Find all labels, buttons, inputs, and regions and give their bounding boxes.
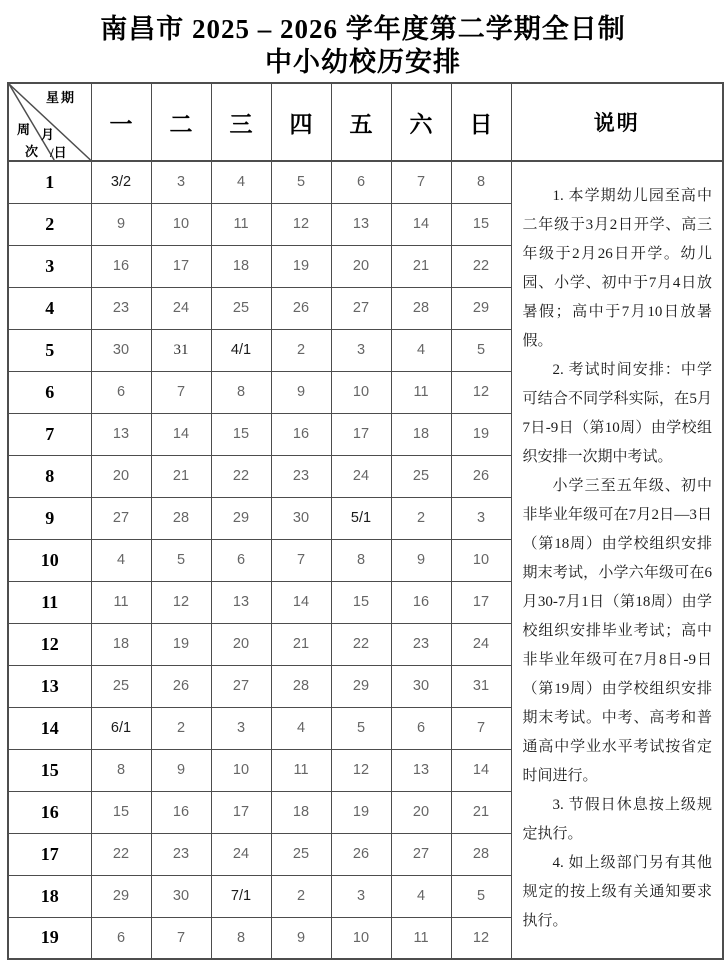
week-number: 4 — [8, 287, 91, 329]
date-cell: 10 — [151, 203, 211, 245]
date-cell: 7 — [391, 161, 451, 203]
date-cell: 3 — [211, 707, 271, 749]
school-calendar-table — [7, 82, 724, 960]
date-cell: 21 — [151, 455, 211, 497]
date-cell: 7 — [451, 707, 511, 749]
date-cell: 19 — [271, 245, 331, 287]
date-cell: 26 — [451, 455, 511, 497]
date-cell: 6 — [391, 707, 451, 749]
date-cell: 4 — [391, 329, 451, 371]
week-number: 12 — [8, 623, 91, 665]
date-cell: 27 — [211, 665, 271, 707]
notes-cell — [511, 161, 723, 959]
date-cell: 22 — [331, 623, 391, 665]
date-cell: 6 — [331, 161, 391, 203]
date-cell: 17 — [211, 791, 271, 833]
date-cell: 29 — [331, 665, 391, 707]
date-cell: 15 — [331, 581, 391, 623]
date-cell: 23 — [391, 623, 451, 665]
week-number: 10 — [8, 539, 91, 581]
date-cell: 2 — [391, 497, 451, 539]
date-cell: 25 — [91, 665, 151, 707]
date-cell: 9 — [271, 917, 331, 959]
date-cell: 11 — [391, 917, 451, 959]
corner-label-day: /日 — [50, 145, 67, 160]
date-cell: 11 — [91, 581, 151, 623]
weekday-header-mon: 一 — [91, 83, 151, 161]
date-cell: 25 — [391, 455, 451, 497]
date-cell: 25 — [211, 287, 271, 329]
date-cell: 13 — [211, 581, 271, 623]
date-cell: 6 — [91, 917, 151, 959]
date-cell: 4/1 — [211, 329, 271, 371]
date-cell: 9 — [271, 371, 331, 413]
date-cell: 23 — [151, 833, 211, 875]
date-cell: 24 — [211, 833, 271, 875]
note-paragraph: 3. 节假日休息按上级规定执行。 — [522, 797, 712, 842]
date-cell: 17 — [451, 581, 511, 623]
date-cell: 18 — [211, 245, 271, 287]
date-cell: 12 — [451, 917, 511, 959]
date-cell: 5 — [451, 875, 511, 917]
date-cell: 28 — [151, 497, 211, 539]
date-cell: 10 — [331, 917, 391, 959]
date-cell: 8 — [331, 539, 391, 581]
date-cell: 3 — [451, 497, 511, 539]
date-cell: 8 — [211, 917, 271, 959]
date-cell: 5 — [271, 161, 331, 203]
date-cell: 26 — [331, 833, 391, 875]
date-cell: 29 — [91, 875, 151, 917]
week-number: 9 — [8, 497, 91, 539]
date-cell: 20 — [391, 791, 451, 833]
date-cell: 7/1 — [211, 875, 271, 917]
date-cell: 9 — [151, 749, 211, 791]
corner-label-month: 月 — [41, 127, 55, 142]
date-cell: 16 — [151, 791, 211, 833]
week-number: 15 — [8, 749, 91, 791]
weekday-header-fri: 五 — [331, 83, 391, 161]
week-number: 3 — [8, 245, 91, 287]
corner-label-week-char2: 次 — [25, 144, 39, 159]
date-cell: 19 — [451, 413, 511, 455]
date-cell: 21 — [271, 623, 331, 665]
page-title-line1: 南昌市 2025 – 2026 学年度第二学期全日制 — [100, 14, 626, 44]
date-cell: 14 — [151, 413, 211, 455]
date-cell: 12 — [151, 581, 211, 623]
corner-label-week-char1: 周 — [17, 122, 31, 137]
date-cell: 28 — [271, 665, 331, 707]
date-cell: 20 — [331, 245, 391, 287]
date-cell: 27 — [331, 287, 391, 329]
date-cell: 8 — [211, 371, 271, 413]
note-paragraph: 1. 本学期幼儿园至高中二年级于3月2日开学、高三年级于2月26日开学。幼儿园、小学、初中于7月4日放暑假；高中于7月10日放暑假。 — [522, 188, 712, 349]
date-cell: 23 — [91, 287, 151, 329]
date-cell: 27 — [391, 833, 451, 875]
date-cell: 6 — [211, 539, 271, 581]
week-number: 16 — [8, 791, 91, 833]
date-cell: 24 — [151, 287, 211, 329]
date-cell: 3 — [331, 329, 391, 371]
date-cell: 7 — [271, 539, 331, 581]
date-cell: 20 — [211, 623, 271, 665]
date-cell: 20 — [91, 455, 151, 497]
weekday-header-tue: 二 — [151, 83, 211, 161]
date-cell: 18 — [271, 791, 331, 833]
date-cell: 15 — [451, 203, 511, 245]
date-cell: 29 — [451, 287, 511, 329]
date-cell: 28 — [451, 833, 511, 875]
date-cell: 26 — [271, 287, 331, 329]
date-cell: 10 — [331, 371, 391, 413]
note-paragraph: 小学三至五年级、初中非毕业年级可在7月2日—3日（第18周）由学校组织安排期末考试，小学六年级可在6月30-7月1日（第18周）由学校组织安排毕业考试；高中非毕业年级可在7月8日-9日（第19周）由学校组织安排期末考试。中考、高考和普通高中学业水平考试按省定时间进行。 — [522, 478, 712, 784]
date-cell: 30 — [91, 329, 151, 371]
date-cell: 21 — [451, 791, 511, 833]
date-cell: 11 — [271, 749, 331, 791]
date-cell: 3/2 — [91, 161, 151, 203]
page-title-line2: 中小幼校历安排 — [265, 47, 461, 77]
date-cell: 25 — [271, 833, 331, 875]
date-cell: 18 — [91, 623, 151, 665]
note-paragraph: 4. 如上级部门另有其他规定的按上级有关通知要求执行。 — [522, 855, 712, 929]
date-cell: 15 — [211, 413, 271, 455]
date-cell: 28 — [391, 287, 451, 329]
corner-label-weekday: 星期 — [46, 90, 77, 105]
date-cell: 9 — [91, 203, 151, 245]
week-number: 13 — [8, 665, 91, 707]
date-cell: 14 — [391, 203, 451, 245]
header-row — [8, 83, 723, 161]
weekday-header-sat: 六 — [391, 83, 451, 161]
week-number: 8 — [8, 455, 91, 497]
date-cell: 3 — [331, 875, 391, 917]
date-cell: 4 — [91, 539, 151, 581]
date-cell: 8 — [91, 749, 151, 791]
date-cell: 4 — [211, 161, 271, 203]
date-cell: 30 — [271, 497, 331, 539]
date-cell: 14 — [271, 581, 331, 623]
date-cell: 7 — [151, 371, 211, 413]
note-paragraph: 2. 考试时间安排：中学可结合不同学科实际，在5月7日-9日（第10周）由学校组织安排一次期中考试。 — [522, 362, 712, 465]
date-cell: 11 — [211, 203, 271, 245]
date-cell: 30 — [391, 665, 451, 707]
calendar-body — [8, 161, 723, 959]
date-cell: 6/1 — [91, 707, 151, 749]
date-cell: 4 — [271, 707, 331, 749]
page-title — [0, 13, 726, 79]
table-row — [8, 161, 723, 203]
date-cell: 22 — [211, 455, 271, 497]
date-cell: 13 — [331, 203, 391, 245]
date-cell: 16 — [271, 413, 331, 455]
week-number: 17 — [8, 833, 91, 875]
week-number: 1 — [8, 161, 91, 203]
week-number: 5 — [8, 329, 91, 371]
notes-column-header: 说明 — [511, 83, 723, 161]
date-cell: 18 — [391, 413, 451, 455]
date-cell: 17 — [331, 413, 391, 455]
date-cell: 22 — [451, 245, 511, 287]
date-cell: 15 — [91, 791, 151, 833]
date-cell: 17 — [151, 245, 211, 287]
date-cell: 16 — [391, 581, 451, 623]
weekday-header-wed: 三 — [211, 83, 271, 161]
weekday-header-sun: 日 — [451, 83, 511, 161]
date-cell: 22 — [91, 833, 151, 875]
date-cell: 2 — [271, 875, 331, 917]
date-cell: 6 — [91, 371, 151, 413]
date-cell: 11 — [391, 371, 451, 413]
date-cell: 4 — [391, 875, 451, 917]
date-cell: 19 — [151, 623, 211, 665]
date-cell: 9 — [391, 539, 451, 581]
date-cell: 13 — [91, 413, 151, 455]
date-cell: 14 — [451, 749, 511, 791]
week-number: 6 — [8, 371, 91, 413]
date-cell: 3 — [151, 161, 211, 203]
date-cell: 31 — [151, 329, 211, 371]
date-cell: 12 — [451, 371, 511, 413]
date-cell: 27 — [91, 497, 151, 539]
week-number: 2 — [8, 203, 91, 245]
date-cell: 8 — [451, 161, 511, 203]
date-cell: 29 — [211, 497, 271, 539]
date-cell: 10 — [211, 749, 271, 791]
date-cell: 12 — [271, 203, 331, 245]
date-cell: 21 — [391, 245, 451, 287]
week-number: 14 — [8, 707, 91, 749]
date-cell: 19 — [331, 791, 391, 833]
date-cell: 5/1 — [331, 497, 391, 539]
date-cell: 13 — [391, 749, 451, 791]
date-cell: 5 — [151, 539, 211, 581]
date-cell: 7 — [151, 917, 211, 959]
week-number: 7 — [8, 413, 91, 455]
date-cell: 24 — [331, 455, 391, 497]
date-cell: 12 — [331, 749, 391, 791]
corner-header-cell — [8, 83, 91, 161]
date-cell: 16 — [91, 245, 151, 287]
date-cell: 23 — [271, 455, 331, 497]
date-cell: 24 — [451, 623, 511, 665]
date-cell: 26 — [151, 665, 211, 707]
week-number: 18 — [8, 875, 91, 917]
date-cell: 5 — [331, 707, 391, 749]
date-cell: 5 — [451, 329, 511, 371]
week-number: 19 — [8, 917, 91, 959]
date-cell: 31 — [451, 665, 511, 707]
week-number: 11 — [8, 581, 91, 623]
date-cell: 2 — [151, 707, 211, 749]
date-cell: 2 — [271, 329, 331, 371]
date-cell: 30 — [151, 875, 211, 917]
date-cell: 10 — [451, 539, 511, 581]
weekday-header-thu: 四 — [271, 83, 331, 161]
